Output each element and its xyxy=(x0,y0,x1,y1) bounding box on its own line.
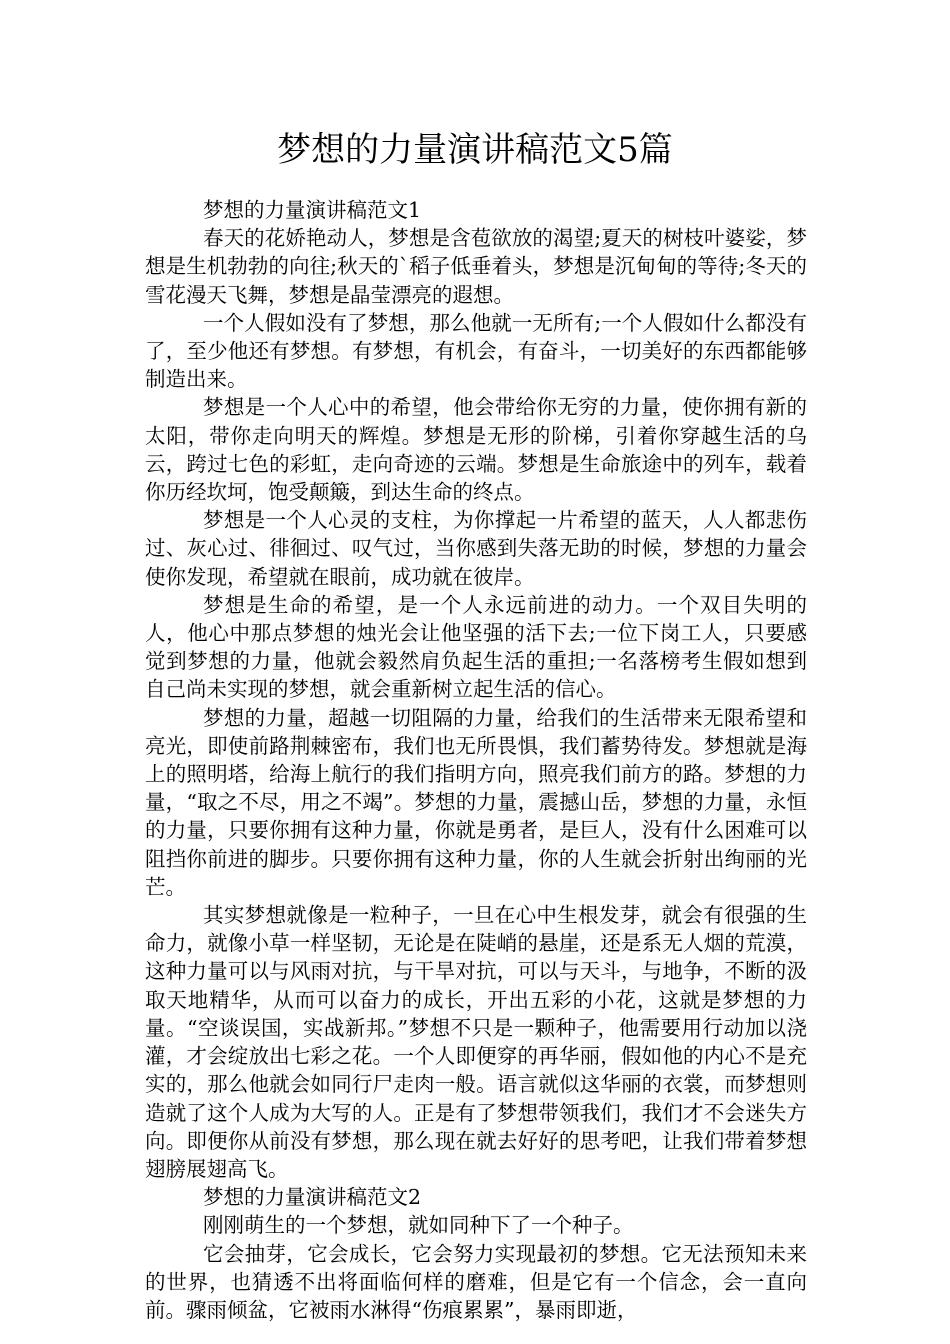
paragraph: 一个人假如没有了梦想，那么他就一无所有;一个人假如什么都没有了，至少他还有梦想。有梦想，有机会，有奋斗，一切美好的东西都能够制造出来。 xyxy=(145,310,807,392)
section-heading-1: 梦想的力量演讲稿范文1 xyxy=(203,198,422,222)
paragraph: 刚刚萌生的一个梦想，就如同种下了一个种子。 xyxy=(203,1213,634,1238)
document-title: 梦想的力量演讲稿范文5篇 xyxy=(277,130,673,170)
paragraph: 春天的花娇艳动人，梦想是含苞欲放的渴望;夏天的树枝叶婆娑，梦想是生机勃勃的向往;秋天的`稻子低垂着头，梦想是沉甸甸的等待;冬天的雪花漫天飞舞，梦想是晶莹漂亮的遐想。 xyxy=(145,226,807,307)
paragraph: 梦想是生命的希望，是一个人永远前进的动力。一个双目失明的人，他心中那点梦想的烛光会让他坚强的活下去;一位下岗工人，只要感觉到梦想的力量，他就会毅然肩负起生活的重担;一名落榜考生假如想到自己尚未实现的梦想，就会重新树立起生活的信心。 xyxy=(145,592,807,702)
paragraph: 梦想是一个人心中的希望，他会带给你无穷的力量，使你拥有新的太阳，带你走向明天的辉煌。梦想是无形的阶梯，引着你穿越生活的乌云，跨过七色的彩虹，走向奇迹的云端。梦想是生命旅途中的列车，载着你历经坎坷，饱受颠簸，到达生命的终点。 xyxy=(145,395,807,505)
section-heading-2: 梦想的力量演讲稿范文2 xyxy=(203,1185,422,1210)
paragraph: 梦想的力量，超越一切阻隔的力量，给我们的生活带来无限希望和亮光，即使前路荆棘密布，我们也无所畏惧，我们蓄势待发。梦想就是海上的照明塔，给海上航行的我们指明方向，照亮我们前方的路。梦想的力量，“取之不尽，用之不竭”。梦想的力量，震撼山岳，梦想的力量，永恒的力量，只要你拥有这种力量，你就是勇者，是巨人，没有什么困难可以阻挡你前进的脚步。只要你拥有这种力量，你的人生就会折射出绚丽的光芒。 xyxy=(145,705,807,899)
paragraph: 梦想是一个人心灵的支柱，为你撑起一片希望的蓝天，人人都悲伤过、灰心过、徘徊过、叹气过，当你感到失落无助的时候，梦想的力量会使你发现，希望就在眼前，成功就在彼岸。 xyxy=(145,508,807,589)
paragraph: 它会抽芽，它会成长，它会努力实现最初的梦想。它无法预知未来的世界，也猜透不出将面临何样的磨难，但是它有一个信念，会一直向前。骤雨倾盆，它被雨水淋得“伤痕累累”，暴雨即逝， xyxy=(145,1241,807,1322)
paragraph: 其实梦想就像是一粒种子，一旦在心中生根发芽，就会有很强的生命力，就像小草一样坚韧，无论是在陡峭的悬崖，还是系无人烟的荒漠，这种力量可以与风雨对抗，与干旱对抗，可以与天斗，与地争，不断的汲取天地精华，从而可以奋力的成长，开出五彩的小花，这就是梦想的力量。“空谈误国，实战新邦。”梦想不只是一颗种子，他需要用行动加以浇灌，才会绽放出七彩之花。一个人即便穿的再华丽，假如他的内心不是充实的，那么他就会如同行尸走肉一般。语言就似这华丽的衣裳，而梦想则造就了这个人成为大写的人。正是有了梦想带领我们，我们才不会迷失方向。即便你从前没有梦想，那么现在就去好好的思考吧，让我们带着梦想翅膀展翅高飞。 xyxy=(145,903,807,1181)
document-body xyxy=(145,196,807,1324)
